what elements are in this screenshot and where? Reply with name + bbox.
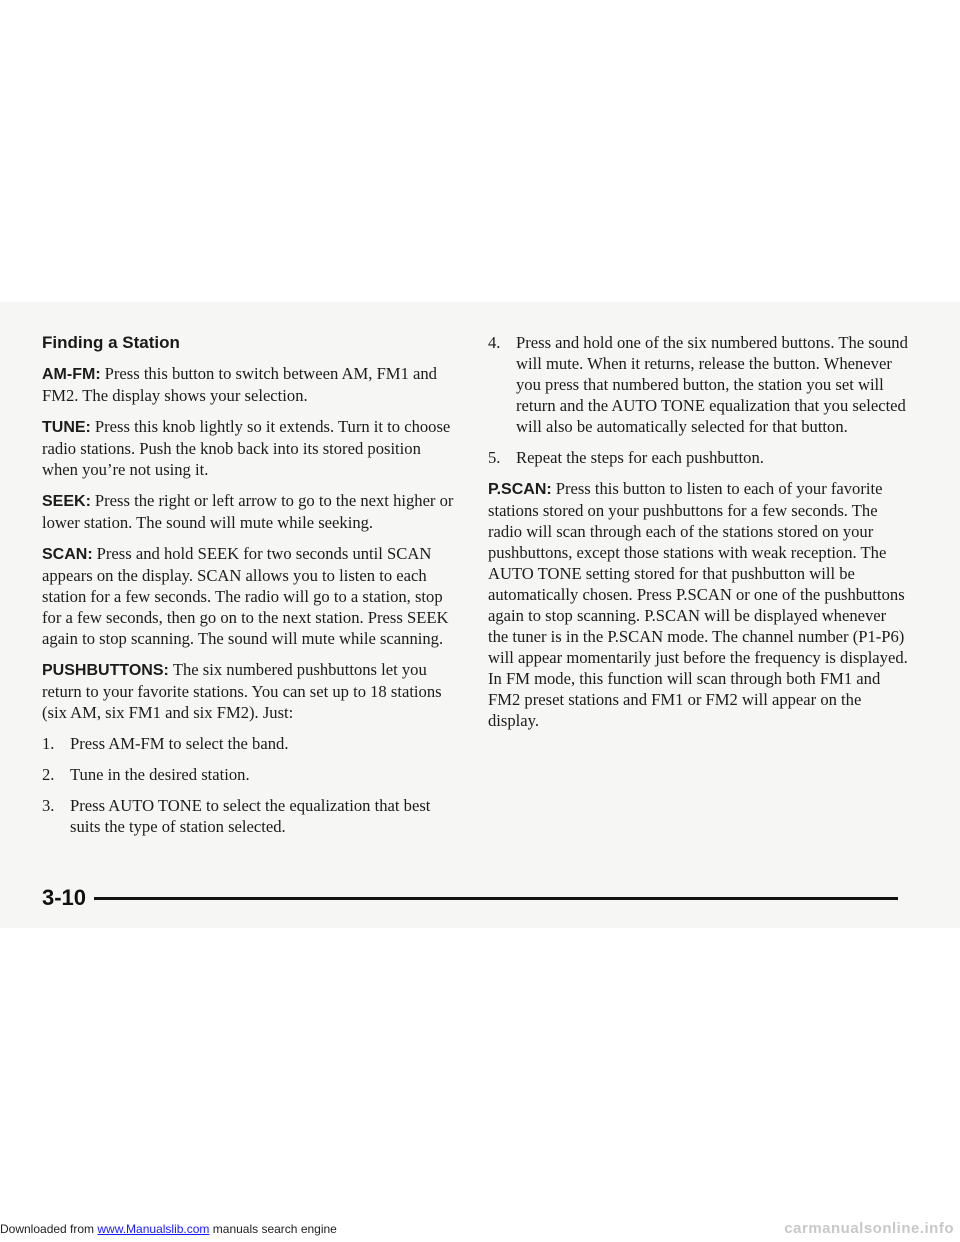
paragraph-text: Press this button to switch between AM, FM1 and FM2. The display shows your selection. (42, 364, 437, 405)
steps-list (488, 332, 908, 468)
paragraph-scan (42, 543, 457, 649)
download-prefix: Downloaded from (0, 1222, 98, 1236)
paragraph-tune (42, 416, 457, 480)
steps-list (42, 733, 457, 837)
step-number: 1. (42, 734, 55, 753)
right-column (488, 332, 908, 741)
paragraph-text: Press this button to listen to each of your favorite stations stored on your pushbuttons for a few seconds. The radio will scan through each of the stations stored on your pushbuttons, except those stations with weak reception. The AUTO TONE setting stored for that pushbutton will be automatically chosen. Press P.SCAN or one of the pushbuttons again to stop scanning. P.SCAN will be displayed whenever the tuner is in the P.SCAN mode. The channel number (P1-P6) will appear momentarily just before the frequency is displayed. In FM mode, this function will scan through both FM1 and FM2 preset stations and FM1 or FM2 will appear on the display. (488, 479, 908, 730)
step-number: 2. (42, 765, 55, 784)
term-label: SCAN: (42, 546, 93, 563)
page-number: 3-10 (42, 885, 87, 910)
section-heading: Finding a Station (42, 333, 180, 352)
step-text: Press AUTO TONE to select the equalization that best suits the type of station selected. (70, 796, 431, 836)
list-item (42, 795, 457, 837)
download-suffix: manuals search engine (209, 1222, 337, 1236)
paragraph-p-scan (488, 478, 908, 731)
left-column (42, 332, 457, 847)
term-label: AM-FM: (42, 366, 101, 383)
paragraph-text: Press and hold SEEK for two seconds until SCAN appears on the display. SCAN allows you to listen to each station for a few seconds. The radio will go to a station, stop for a few seconds, then go on to the next station. Press SEEK again to stop scanning. The sound will mute while scanning. (42, 544, 449, 648)
term-label: P.SCAN: (488, 481, 552, 498)
paragraph-am-fm (42, 363, 457, 406)
paragraph-pushbuttons (42, 659, 457, 723)
term-label: TUNE: (42, 419, 91, 436)
paragraph-seek (42, 490, 457, 533)
list-item (42, 764, 457, 785)
paragraph-text: The six numbered pushbuttons let you return to your favorite stations. You can set up to 18 stations (six AM, six FM1 and six FM2). Just: (42, 660, 442, 722)
list-item (488, 447, 908, 468)
paragraph-text: Press this knob lightly so it extends. Turn it to choose radio stations. Push the knob back into its stored position when you’re not using it. (42, 417, 451, 479)
step-number: 3. (42, 796, 55, 815)
step-text: Press and hold one of the six numbered buttons. The sound will mute. When it returns, release the button. Whenever you press that numbered button, the station you set will return and the AUTO TONE equalization that you selected will also be automatically selected for that button. (516, 333, 908, 436)
step-text: Repeat the steps for each pushbutton. (516, 448, 764, 467)
term-label: SEEK: (42, 493, 91, 510)
page-footer (42, 883, 898, 913)
step-text: Tune in the desired station. (70, 765, 250, 784)
step-number: 5. (488, 448, 501, 467)
list-item (488, 332, 908, 437)
list-item (42, 733, 457, 754)
paragraph-text: Press the right or left arrow to go to the next higher or lower station. The sound will mute while seeking. (42, 491, 454, 532)
term-label: PUSHBUTTONS: (42, 662, 169, 679)
step-number: 4. (488, 333, 501, 352)
footer-rule (94, 897, 898, 900)
step-text: Press AM-FM to select the band. (70, 734, 289, 753)
watermark-text: carmanualsonline.info (784, 1220, 954, 1237)
manualslib-link[interactable]: www.Manualslib.com (97, 1222, 210, 1236)
